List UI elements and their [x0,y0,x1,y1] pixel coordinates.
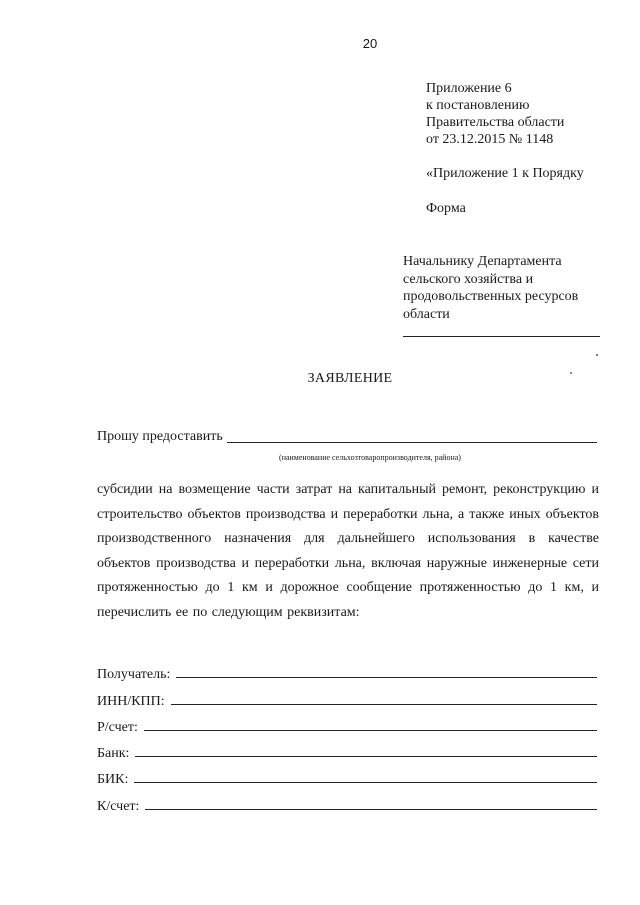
request-hint-text: (наименование сельхозтоваропроизводителя, района) [279,453,461,462]
body-paragraph: субсидии на возмещение части затрат на капитальный ремонт, реконструкцию и строительство объектов производства и переработки льна, а также иных объектов производственного назначения для дальнейшего использования в качестве объектов производства и переработки льна, включая наружные инженерные сети протяженностью до 1 км и дорожное сообщение протяженностью до 1 км, и перечислить ее по следующим реквизитам: [97,482,599,620]
settlement-account-input-line[interactable] [144,729,597,731]
form-label: Форма [426,201,466,216]
field-label: Р/счет: [97,719,138,735]
addressee-signature-line[interactable] [403,336,600,337]
field-label: ИНН/КПП: [97,693,165,709]
addressee-line-text: Начальнику Департамента [403,254,562,269]
request-row [97,428,597,445]
document-title: ЗАЯВЛЕНИЕ [307,371,393,386]
addressee-line-text: продовольственных ресурсов [403,289,579,304]
field-recipient [97,657,597,683]
field-label: БИК: [97,772,129,788]
request-label: Прошу предоставить [97,429,223,444]
addressee-block [403,253,578,323]
appendix-line: Правительства области [426,115,565,130]
correspondent-account-input-line[interactable] [145,808,597,810]
field-correspondent-account [97,788,597,814]
scan-speck [596,354,598,356]
field-label: Получатель: [97,667,171,683]
field-settlement-account [97,710,597,736]
page-number: 20 [362,36,378,51]
bik-input-line[interactable] [134,781,597,783]
addressee-line-text: области [403,306,450,322]
order-reference: «Приложение 1 к Порядку [426,166,584,181]
appendix-block [426,80,564,148]
appendix-line: к постановлению [426,98,530,113]
bank-input-line[interactable] [135,755,597,757]
request-hint [0,453,640,462]
inn-kpp-input-line[interactable] [171,703,597,705]
applicant-name-field[interactable] [227,428,597,443]
field-label: Банк: [97,746,130,762]
addressee-line-text: сельского хозяйства и [403,271,534,287]
field-inn-kpp [97,683,597,709]
field-bik [97,762,597,788]
field-bank [97,736,597,762]
appendix-line: Приложение 6 [426,81,512,96]
appendix-line: от 23.12.2015 № 1148 [426,132,554,147]
recipient-input-line[interactable] [176,676,597,678]
requisites-fields [97,657,597,815]
field-label: К/счет: [97,798,140,814]
